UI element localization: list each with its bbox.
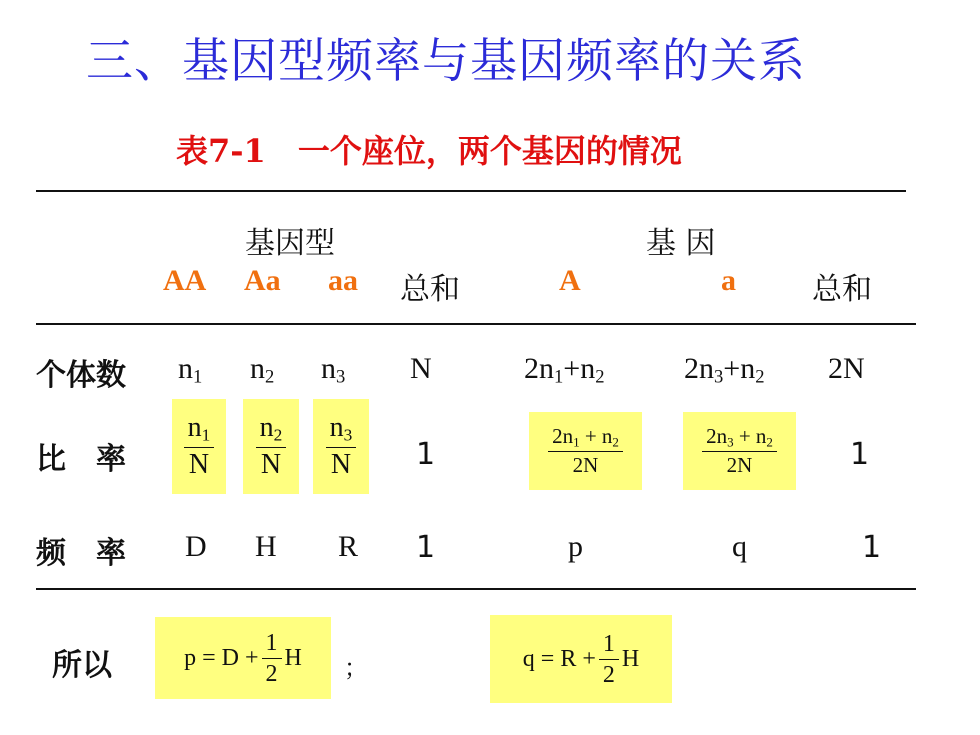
freq-D: D [185,530,207,563]
col-total2: 总和 [812,272,872,307]
ratio-A: $\frac{2n_1 + n_2}{2N}$ [548,426,623,476]
header-rule [36,323,916,325]
ratio-Aa-highlight [243,399,299,494]
count-n2: $n_2$ [250,352,275,388]
freq-total: 1 [416,530,436,565]
col-A: A [559,264,581,297]
col-a: a [721,264,736,297]
top-rule [36,190,906,192]
equation-q: q = R + $\frac{1}{2}$ H [490,615,672,703]
gene-group-header: 基 因 [646,226,716,261]
ratio-total: 1 [416,437,436,472]
freq-q: q [732,530,747,563]
ratio-aa: $\frac{n_3}{N}$ [326,414,357,479]
freq-total2: 1 [862,530,882,565]
row-label-count: 个体数 [36,358,126,393]
freq-H: H [255,530,277,563]
count-n1: $n_1$ [178,352,203,388]
count-total2: 2N [828,352,865,385]
ratio-A-highlight [529,412,642,490]
ratio-total2: 1 [850,437,870,472]
ratio-aa-highlight [313,399,369,494]
row-label-ratio: 比 率 [36,442,126,477]
count-n3: $n_3$ [321,352,346,388]
ratio-AA: $\frac{n_1}{N}$ [184,414,215,479]
ratio-Aa: $\frac{n_2}{N}$ [256,414,287,479]
conclusion-label: 所以 [52,648,112,683]
ratio-AA-highlight [172,399,226,494]
bottom-rule [36,588,916,590]
col-total: 总和 [400,272,460,307]
table-caption: 表7-1 一个座位，两个基因的情况 [176,132,682,170]
freq-R: R [338,530,359,563]
col-AA: AA [163,264,207,297]
freq-p: p [568,530,583,563]
col-aa: aa [328,264,358,297]
page-title: 三、基因型频率与基因频率的关系 [86,34,806,89]
ratio-a: $\frac{2n_3 + n_2}{2N}$ [702,426,777,476]
ratio-a-highlight [683,412,796,490]
equation-p: p = D + $\frac{1}{2}$ H [155,617,331,699]
genotype-group-header: 基因型 [245,226,335,261]
count-total: N [410,352,432,385]
col-Aa: Aa [244,264,281,297]
row-label-freq: 频 率 [36,536,126,571]
count-a: $2n_3+n_2$ [684,352,765,388]
count-A: $2n_1+n_2$ [524,352,605,388]
equation-separator: ； [344,654,368,682]
